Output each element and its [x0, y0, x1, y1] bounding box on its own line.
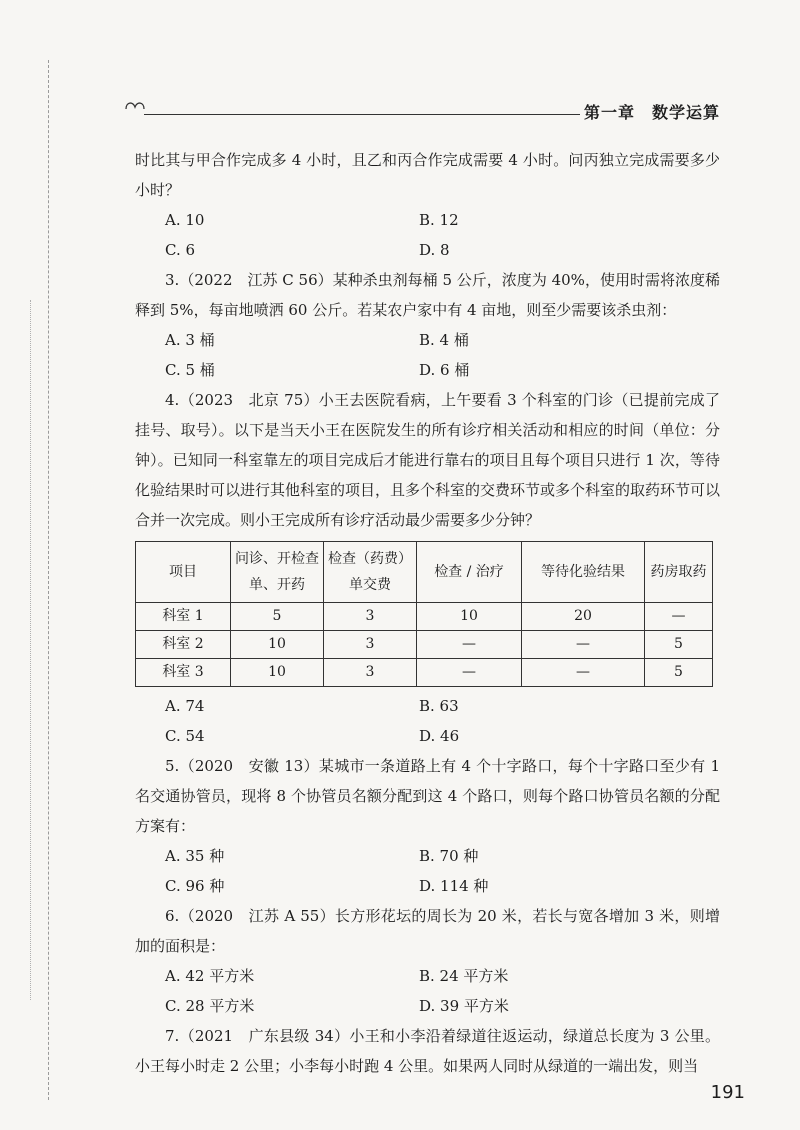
- table-cell: 10: [417, 603, 522, 631]
- table-cell: —: [645, 603, 713, 631]
- question-2-tail: 时比其与甲合作完成多 4 小时，且乙和丙合作完成需要 4 小时。问丙独立完成需要多少小时？: [135, 151, 720, 199]
- table-cell: 10: [231, 631, 324, 659]
- page-number: 191: [710, 1082, 745, 1103]
- chapter-title: 第一章 数学运算: [583, 103, 720, 122]
- option: D. 114 种: [419, 877, 489, 895]
- page-content: [135, 145, 720, 1081]
- option: A. 35 种: [165, 847, 225, 865]
- question-4-options: [135, 691, 720, 751]
- question-5-options: [135, 841, 720, 901]
- table-row: [136, 659, 713, 687]
- table-cell: 5: [645, 659, 713, 687]
- table-cell: —: [417, 659, 522, 687]
- running-header: [120, 96, 720, 126]
- question-6-options: [135, 961, 720, 1021]
- option: A. 74: [165, 697, 205, 715]
- option: C. 96 种: [165, 877, 225, 895]
- table-cell: —: [522, 631, 645, 659]
- option: D. 46: [419, 727, 460, 745]
- question-7: 7.（2021 广东县级 34）小王和小李沿着绿道往返运动，绿道总长度为 3 公里。小王每小时走 2 公里；小李每小时跑 4 公里。如果两人同时从绿道的一端出发，则当: [135, 1027, 720, 1075]
- header-rule: [144, 114, 580, 115]
- question-6: 6.（2020 江苏 A 55）长方形花坛的周长为 20 米，若长与宽各增加 3 米，则增加的面积是：: [135, 907, 720, 955]
- table-header-row: [136, 542, 713, 603]
- binding-margin-line: [30, 300, 32, 1000]
- option: C. 6: [165, 241, 196, 259]
- table-cell: 20: [522, 603, 645, 631]
- option: C. 5 桶: [165, 361, 215, 379]
- table-cell: —: [417, 631, 522, 659]
- table-cell: 3: [324, 603, 417, 631]
- leaf-icon: [124, 98, 146, 117]
- table-header-cell: 等待化验结果: [522, 542, 645, 603]
- option: D. 39 平方米: [419, 997, 509, 1015]
- table-header-cell: 药房取药: [645, 542, 713, 603]
- option: A. 10: [165, 211, 205, 229]
- question-3: 3.（2022 江苏 C 56）某种杀虫剂每桶 5 公斤，浓度为 40%，使用时需将浓度稀释到 5%，每亩地喷洒 60 公斤。若某农户家中有 4 亩地，则至少需要该杀虫剂：: [135, 271, 720, 319]
- table-cell: —: [522, 659, 645, 687]
- option: B. 24 平方米: [419, 967, 509, 985]
- table-cell: 5: [231, 603, 324, 631]
- table-row: [136, 631, 713, 659]
- table-cell: 10: [231, 659, 324, 687]
- question-2-options: [135, 205, 720, 265]
- table-header-cell: 检查（药费）单交费: [324, 542, 417, 603]
- table-header-cell: 检查 / 治疗: [417, 542, 522, 603]
- option: A. 42 平方米: [165, 967, 255, 985]
- option: B. 4 桶: [419, 331, 469, 349]
- table-header-cell: 项目: [136, 542, 231, 603]
- table-cell: 3: [324, 659, 417, 687]
- option: B. 63: [419, 697, 459, 715]
- table-cell: 5: [645, 631, 713, 659]
- option: A. 3 桶: [165, 331, 215, 349]
- table-row: [136, 603, 713, 631]
- question-3-options: [135, 325, 720, 385]
- table-cell: 科室 3: [136, 659, 231, 687]
- option: B. 12: [419, 211, 459, 229]
- clinic-schedule-table: [135, 541, 713, 687]
- question-4: 4.（2023 北京 75）小王去医院看病，上午要看 3 个科室的门诊（已提前完成了挂号、取号）。以下是当天小王在医院发生的所有诊疗相关活动和相应的时间（单位：分钟）。已知同一科室靠左的项目完成后才能进行靠右的项目且每个项目只进行 1 次，等待化验结果时可以进行其他科室的项目，且多个科室的交费环节或多个科室的取药环节可以合并一次完成。则小王完成所有诊疗活动最少需要多少分钟？: [135, 391, 721, 529]
- option: D. 8: [419, 241, 450, 259]
- binding-margin-line: [48, 60, 50, 1100]
- option: B. 70 种: [419, 847, 479, 865]
- question-5: 5.（2020 安徽 13）某城市一条道路上有 4 个十字路口，每个十字路口至少有 1 名交通协管员，现将 8 个协管员名额分配到这 4 个路口，则每个路口协管员名额的分配方案有：: [135, 757, 720, 835]
- table-cell: 科室 2: [136, 631, 231, 659]
- table-cell: 3: [324, 631, 417, 659]
- table-header-cell: 问诊、开检查单、开药: [231, 542, 324, 603]
- table-cell: 科室 1: [136, 603, 231, 631]
- option: C. 28 平方米: [165, 997, 255, 1015]
- option: C. 54: [165, 727, 205, 745]
- option: D. 6 桶: [419, 361, 470, 379]
